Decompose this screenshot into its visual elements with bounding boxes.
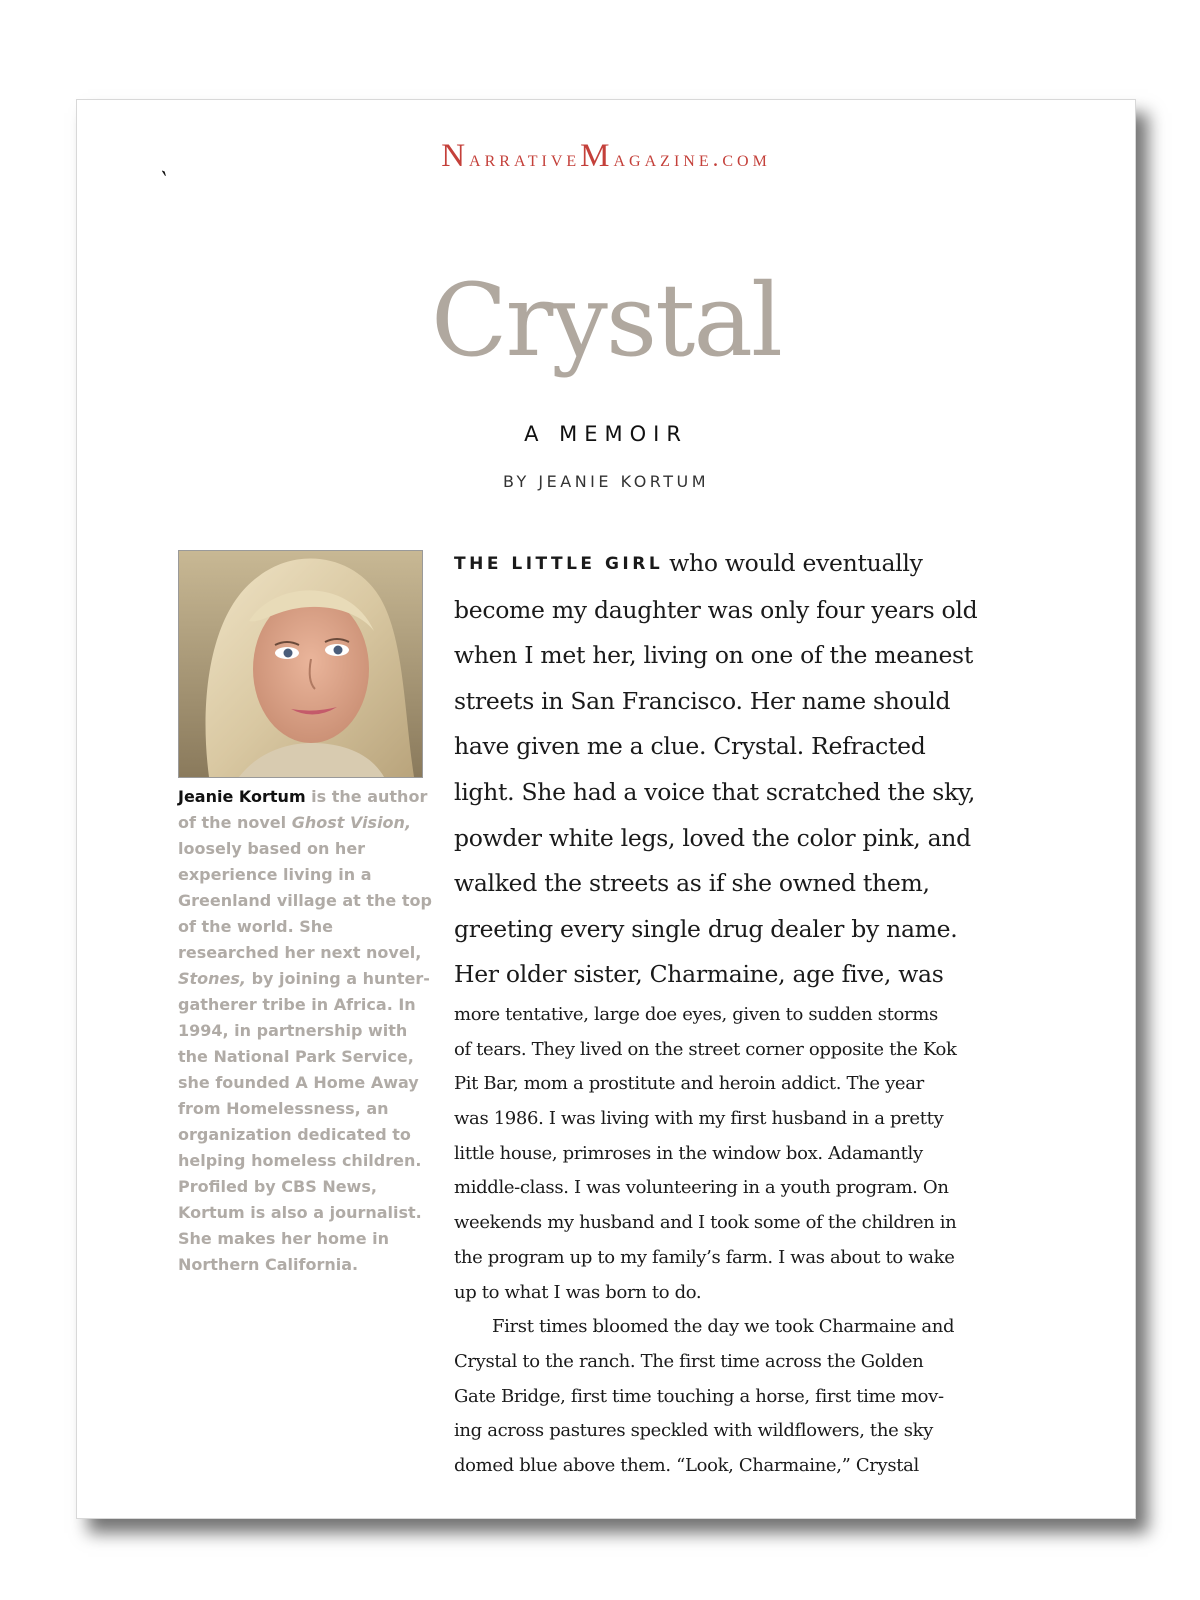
bio-book-title-2: Stones, [178, 969, 247, 988]
lead-line: greeting every single drug dealer by name. [454, 914, 958, 943]
masthead[interactable] [77, 138, 1135, 175]
masthead-initial-n: N [441, 138, 470, 174]
lead-caps: THE LITTLE GIRL [454, 554, 664, 574]
body-line: domed blue above them. “Look, Charmaine,” Crystal [454, 1455, 919, 1477]
body-paragraph-1 [454, 998, 1054, 1310]
stray-mark: ` [152, 165, 171, 196]
body-line: weekends my husband and I took some of the children in [454, 1212, 957, 1234]
lead-line: light. She had a voice that scratched the sky, [454, 777, 976, 806]
body-line: First times bloomed the day we took Charmaine and [492, 1316, 955, 1338]
body-line: Pit Bar, mom a prostitute and heroin addict. The year [454, 1073, 924, 1095]
lead-line: streets in San Francisco. Her name should [454, 686, 951, 715]
body-paragraph-2 [454, 1310, 1054, 1484]
bio-text-3: by joining a hunter-gatherer tribe in Africa. In 1994, in partnership with the National Park Service, she founded A Home Away from Homelessness, an organization dedicated to helping homeless children. Profiled by CBS News, Kortum is also a journalist. She makes her home in Northern California. [178, 969, 430, 1274]
body-line: ing across pastures speckled with wildflowers, the sky [454, 1420, 934, 1442]
lead-line: have given me a clue. Crystal. Refracted [454, 732, 926, 761]
body-line: of tears. They lived on the street corner opposite the Kok [454, 1038, 957, 1060]
body-line: the program up to my family’s farm. I was about to wake [454, 1246, 955, 1268]
lead-line: powder white legs, loved the color pink, and [454, 823, 971, 852]
body-line: was 1986. I was living with my first husband in a pretty [454, 1108, 944, 1130]
lead-line: Her older sister, Charmaine, age five, was [454, 960, 944, 989]
masthead-initial-m: M [580, 138, 614, 174]
body-line: Crystal to the ranch. The first time across the Golden [454, 1350, 924, 1372]
lead-paragraph [454, 541, 1054, 998]
author-name: Jeanie Kortum [178, 787, 306, 806]
body-line: middle-class. I was volunteering in a youth program. On [454, 1177, 949, 1199]
body-line: up to what I was born to do. [454, 1281, 702, 1303]
author-portrait-icon [179, 551, 422, 777]
story-subtitle: A MEMOIR [524, 422, 688, 446]
masthead-word-narrative: arrative [469, 146, 581, 171]
bio-book-title-1: Ghost Vision, [291, 813, 412, 832]
bio-text-2: loosely based on her experience living in a Greenland village at the top of the world. She researched her next novel, [178, 839, 432, 962]
story-body [454, 541, 1054, 1484]
bio-text-1: is the author of the novel [178, 787, 428, 832]
body-line: more tentative, large doe eyes, given to sudden storms [454, 1003, 938, 1025]
body-line: Gate Bridge, first time touching a horse, first time mov- [454, 1385, 944, 1407]
author-bio [178, 784, 438, 1278]
magazine-page [76, 99, 1136, 1519]
lead-line: become my daughter was only four years old [454, 595, 978, 624]
lead-line: who would eventually [669, 549, 923, 577]
masthead-word-magazine: agazine.com [613, 146, 771, 171]
story-title: Crystal [431, 262, 781, 379]
author-photo [178, 550, 423, 778]
body-line: little house, primroses in the window box. Adamantly [454, 1142, 923, 1164]
lead-line: walked the streets as if she owned them, [454, 869, 930, 898]
story-byline: BY JEANIE KORTUM [502, 472, 710, 491]
lead-line: when I met her, living on one of the meanest [454, 641, 973, 670]
